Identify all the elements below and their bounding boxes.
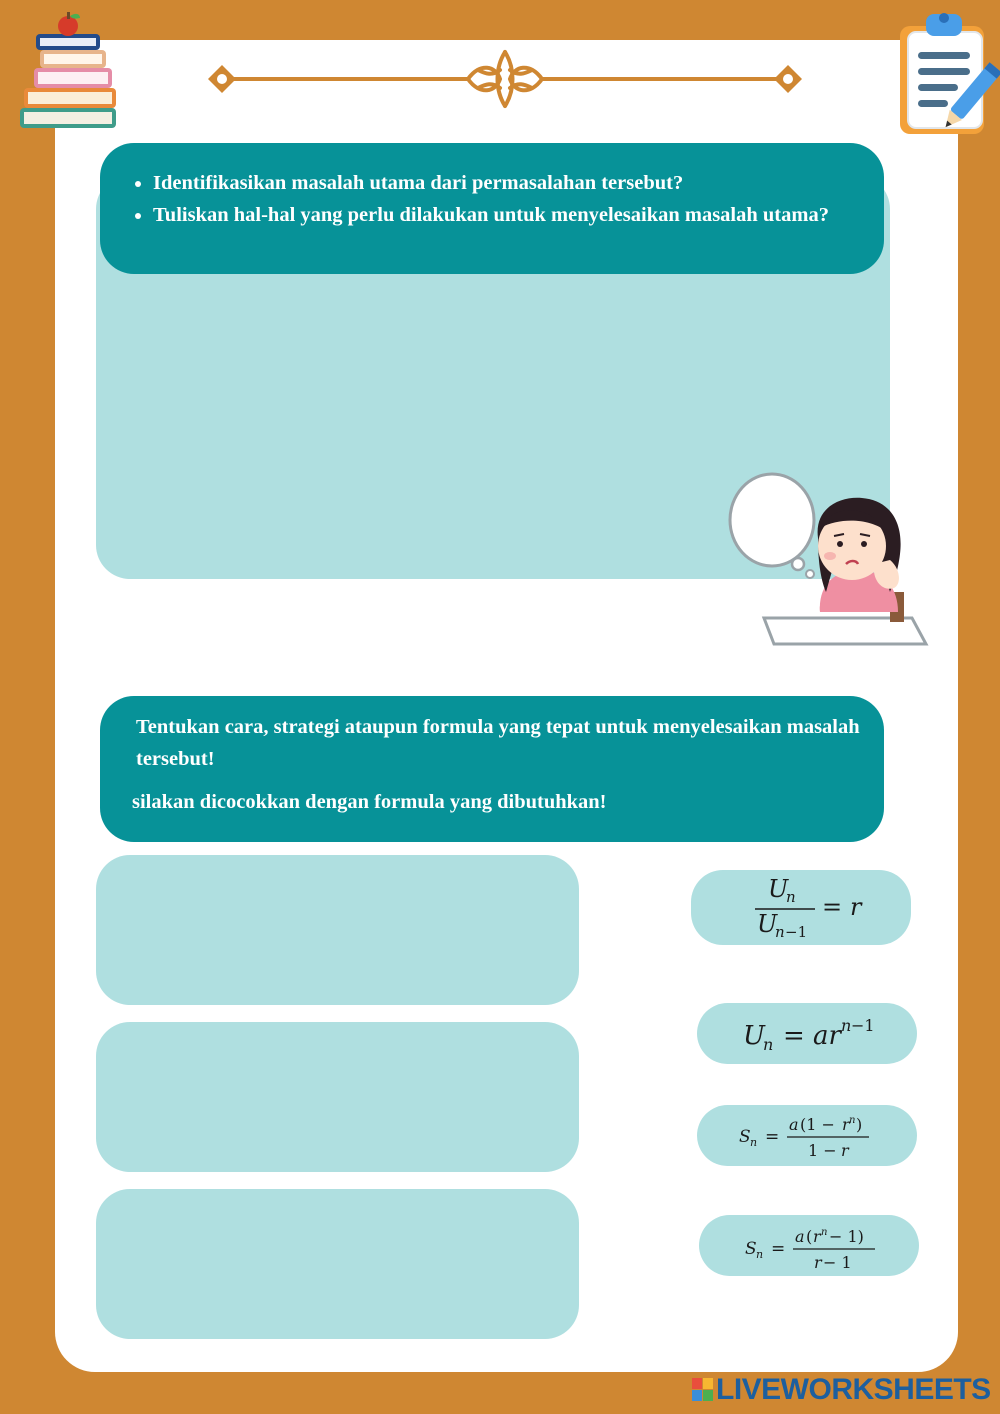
formula-sum-r-greater-than-one[interactable] (699, 1215, 919, 1276)
svg-text:−1: −1 (785, 923, 808, 941)
brand-name: LIVEWORKSHEETS (716, 1373, 991, 1406)
svg-text:− 1: − 1 (823, 1253, 852, 1272)
svg-text:n: n (841, 1016, 852, 1035)
svg-text:ar: ar (813, 1021, 841, 1051)
clipboard-pencil-icon (892, 8, 1000, 142)
svg-text:(1 −: (1 − (800, 1115, 835, 1134)
formula-sum-2-icon (699, 1215, 919, 1276)
svg-text:=: = (783, 1021, 805, 1051)
svg-text:S: S (745, 1239, 757, 1259)
svg-text:n: n (756, 1248, 764, 1261)
ornament-divider-icon (200, 48, 810, 110)
formula-sum-r-less-than-one[interactable] (697, 1105, 917, 1166)
drop-zone-3[interactable] (96, 1189, 579, 1339)
svg-text:r: r (850, 893, 862, 921)
svg-text:a: a (795, 1227, 805, 1246)
formula-nth-term-icon (697, 1003, 917, 1064)
svg-text:−1: −1 (851, 1016, 875, 1035)
svg-text:− 1): − 1) (829, 1227, 864, 1246)
svg-text:r: r (813, 1227, 821, 1246)
svg-text:=: = (822, 893, 843, 921)
svg-text:1 −: 1 − (808, 1141, 837, 1160)
strategy-instruction: Tentukan cara, strategi ataupun formula yang tepat untuk menyelesaikan masalah tersebut! (136, 716, 860, 770)
question-box-identify (100, 143, 884, 274)
liveworksheets-logo (692, 1374, 992, 1406)
drop-zone-1[interactable] (96, 855, 579, 1005)
question-item-1: • Identifikasikan masalah utama dari permasalahan tersebut? (153, 167, 870, 199)
matching-instruction: silakan dicocokkan dengan formula yang dibutuhkan! (132, 791, 607, 813)
question-list (100, 143, 884, 231)
svg-text:n: n (786, 888, 796, 906)
formula-nth-term[interactable] (697, 1003, 917, 1064)
question-item-2: • Tuliskan hal-hal yang perlu dilakukan untuk menyelesaikan masalah utama? (153, 199, 870, 231)
svg-text:r: r (814, 1253, 822, 1272)
svg-text:n: n (763, 1035, 774, 1054)
svg-text:n: n (821, 1227, 828, 1238)
svg-text:U: U (757, 910, 778, 938)
formula-ratio-icon (691, 870, 911, 945)
thinking-girl-icon (722, 468, 932, 654)
svg-text:(: ( (806, 1227, 813, 1246)
svg-text:): ) (856, 1115, 863, 1134)
stacked-books-icon (14, 10, 124, 138)
svg-text:n: n (775, 923, 785, 941)
drop-zone-2[interactable] (96, 1022, 579, 1172)
question-box-strategy (100, 696, 884, 842)
svg-text:n: n (849, 1115, 856, 1126)
svg-text:a: a (789, 1115, 799, 1134)
svg-text:r: r (841, 1141, 849, 1160)
svg-text:U: U (743, 1021, 765, 1051)
svg-text:S: S (739, 1127, 751, 1147)
formula-sum-1-icon (697, 1105, 917, 1166)
liveworksheets-logo-icon (692, 1378, 714, 1402)
svg-text:n: n (750, 1136, 758, 1149)
svg-text:=: = (771, 1239, 786, 1259)
svg-text:U: U (768, 875, 789, 903)
formula-ratio[interactable] (691, 870, 911, 945)
svg-text:=: = (765, 1127, 780, 1147)
svg-text:r: r (842, 1115, 850, 1134)
